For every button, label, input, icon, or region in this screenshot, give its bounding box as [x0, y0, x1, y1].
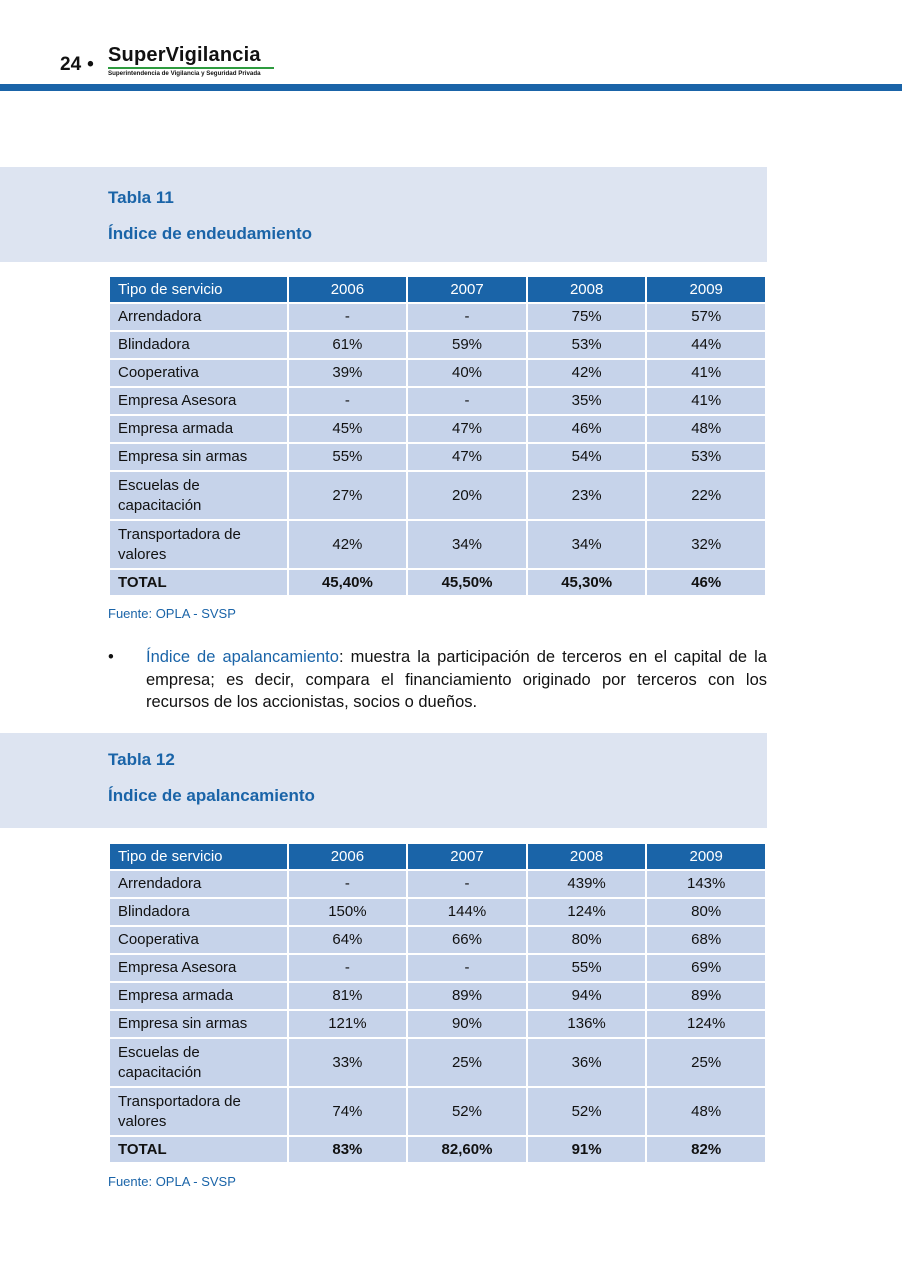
- bullet-term: Índice de apalancamiento: [146, 648, 339, 666]
- table-cell: 47%: [407, 415, 527, 443]
- column-header: 2008: [527, 276, 647, 303]
- table-cell: 80%: [646, 898, 766, 926]
- table-row: [109, 520, 766, 569]
- table-cell: 53%: [646, 443, 766, 471]
- page-header: [0, 0, 902, 92]
- table-cell: 46%: [646, 569, 766, 596]
- logo-underline: [108, 67, 274, 69]
- table11-number: Tabla 11: [108, 188, 174, 207]
- bullet-marker: •: [108, 648, 114, 666]
- table-cell: 124%: [646, 1010, 766, 1038]
- table-cell: -: [407, 870, 527, 898]
- logo-name: SuperVigilancia: [108, 44, 261, 66]
- table12-source: Fuente: OPLA - SVSP: [108, 1174, 236, 1189]
- table-cell: 41%: [646, 387, 766, 415]
- table-cell: 81%: [288, 982, 408, 1010]
- table-cell: 36%: [527, 1038, 647, 1087]
- table-row: [109, 1087, 766, 1136]
- table-row: [109, 331, 766, 359]
- table-cell: 69%: [646, 954, 766, 982]
- table-cell: -: [407, 303, 527, 331]
- header-divider-bar: [0, 84, 902, 91]
- table-row: [109, 926, 766, 954]
- table-cell: -: [288, 954, 408, 982]
- table12: [108, 842, 767, 1164]
- supervigilancia-logo: [108, 44, 274, 77]
- table-cell: 68%: [646, 926, 766, 954]
- row-label: Escuelas de capacitación: [109, 1038, 288, 1087]
- table-cell: 94%: [527, 982, 647, 1010]
- table-cell: 42%: [288, 520, 408, 569]
- table-row: [109, 982, 766, 1010]
- table-cell: 47%: [407, 443, 527, 471]
- table-cell: 121%: [288, 1010, 408, 1038]
- table-cell: 89%: [407, 982, 527, 1010]
- row-label: Empresa Asesora: [109, 954, 288, 982]
- table-row: [109, 1010, 766, 1038]
- column-header: Tipo de servicio: [109, 843, 288, 870]
- table-cell: 83%: [288, 1136, 408, 1163]
- table-cell: 32%: [646, 520, 766, 569]
- row-label: Escuelas de capacitación: [109, 471, 288, 520]
- table-row: [109, 415, 766, 443]
- logo-subtitle: Superintendencia de Vigilancia y Seguridad Privada: [108, 70, 261, 77]
- row-label: TOTAL: [109, 1136, 288, 1163]
- table11-header-row: [109, 276, 766, 303]
- table-cell: 150%: [288, 898, 408, 926]
- table-cell: 34%: [407, 520, 527, 569]
- table-cell: 82,60%: [407, 1136, 527, 1163]
- table-cell: 144%: [407, 898, 527, 926]
- table-row: [109, 898, 766, 926]
- page-number: 24 •: [60, 54, 94, 75]
- table-cell: 54%: [527, 443, 647, 471]
- table-cell: 44%: [646, 331, 766, 359]
- table-cell: 66%: [407, 926, 527, 954]
- table-cell: 20%: [407, 471, 527, 520]
- row-label: Empresa armada: [109, 982, 288, 1010]
- table-cell: 143%: [646, 870, 766, 898]
- table-cell: 48%: [646, 415, 766, 443]
- row-label: Arrendadora: [109, 303, 288, 331]
- table-cell: 45,50%: [407, 569, 527, 596]
- row-label: Empresa armada: [109, 415, 288, 443]
- table-cell: 75%: [527, 303, 647, 331]
- table-cell: -: [288, 870, 408, 898]
- bullet-body: : muestra la participación de terceros en el capital de la empresa; es decir, compara el financiamiento originado por terceros con los recursos de los accionistas, socios o dueños.: [146, 648, 767, 711]
- table12-header-row: [109, 843, 766, 870]
- table-cell: -: [288, 303, 408, 331]
- row-label: Blindadora: [109, 331, 288, 359]
- table11: [108, 275, 767, 597]
- row-label: Empresa sin armas: [109, 443, 288, 471]
- row-label: Empresa sin armas: [109, 1010, 288, 1038]
- table-cell: 48%: [646, 1087, 766, 1136]
- table-cell: 45,40%: [288, 569, 408, 596]
- row-label: Arrendadora: [109, 870, 288, 898]
- table-cell: 46%: [527, 415, 647, 443]
- table-cell: 22%: [646, 471, 766, 520]
- table-row: [109, 1038, 766, 1087]
- table-cell: 35%: [527, 387, 647, 415]
- table-cell: 40%: [407, 359, 527, 387]
- row-label: Cooperativa: [109, 359, 288, 387]
- table-cell: 439%: [527, 870, 647, 898]
- table-cell: 45%: [288, 415, 408, 443]
- table-total-row: [109, 1136, 766, 1163]
- table-cell: 80%: [527, 926, 647, 954]
- column-header: 2007: [407, 843, 527, 870]
- table-cell: 124%: [527, 898, 647, 926]
- table-cell: 34%: [527, 520, 647, 569]
- bullet-text: [146, 646, 767, 714]
- table-cell: 64%: [288, 926, 408, 954]
- column-header: 2007: [407, 276, 527, 303]
- table-cell: 52%: [527, 1087, 647, 1136]
- table-cell: 74%: [288, 1087, 408, 1136]
- column-header: 2009: [646, 276, 766, 303]
- table-cell: 52%: [407, 1087, 527, 1136]
- row-label: Empresa Asesora: [109, 387, 288, 415]
- column-header: 2006: [288, 276, 408, 303]
- table11-source: Fuente: OPLA - SVSP: [108, 606, 236, 621]
- column-header: 2009: [646, 843, 766, 870]
- column-header: 2006: [288, 843, 408, 870]
- table-total-row: [109, 569, 766, 596]
- table-cell: 42%: [527, 359, 647, 387]
- row-label: Transportadora de valores: [109, 1087, 288, 1136]
- table12-heading-band: [0, 733, 767, 828]
- bullet-paragraph: [108, 646, 767, 714]
- row-label: Blindadora: [109, 898, 288, 926]
- table-cell: 27%: [288, 471, 408, 520]
- table-cell: 57%: [646, 303, 766, 331]
- table11-heading-band: [0, 167, 767, 262]
- table-cell: 91%: [527, 1136, 647, 1163]
- table-row: [109, 954, 766, 982]
- table12-number: Tabla 12: [108, 750, 175, 769]
- table-cell: -: [288, 387, 408, 415]
- table-cell: 25%: [646, 1038, 766, 1087]
- table-cell: 41%: [646, 359, 766, 387]
- table-cell: 89%: [646, 982, 766, 1010]
- column-header: Tipo de servicio: [109, 276, 288, 303]
- table-row: [109, 443, 766, 471]
- table-cell: 45,30%: [527, 569, 647, 596]
- table-cell: 39%: [288, 359, 408, 387]
- column-header: 2008: [527, 843, 647, 870]
- table-cell: 136%: [527, 1010, 647, 1038]
- table-row: [109, 359, 766, 387]
- table-cell: -: [407, 954, 527, 982]
- table-cell: 25%: [407, 1038, 527, 1087]
- table-row: [109, 387, 766, 415]
- table-cell: 59%: [407, 331, 527, 359]
- table11-title: Índice de endeudamiento: [108, 224, 313, 243]
- row-label: TOTAL: [109, 569, 288, 596]
- table-cell: 55%: [527, 954, 647, 982]
- table-cell: 61%: [288, 331, 408, 359]
- table-row: [109, 471, 766, 520]
- table-cell: 55%: [288, 443, 408, 471]
- table-cell: 53%: [527, 331, 647, 359]
- table-cell: 82%: [646, 1136, 766, 1163]
- table-row: [109, 870, 766, 898]
- table-cell: 23%: [527, 471, 647, 520]
- row-label: Cooperativa: [109, 926, 288, 954]
- table12-title: Índice de apalancamiento: [108, 786, 315, 805]
- row-label: Transportadora de valores: [109, 520, 288, 569]
- table-row: [109, 303, 766, 331]
- table-cell: 33%: [288, 1038, 408, 1087]
- table-cell: 90%: [407, 1010, 527, 1038]
- table-cell: -: [407, 387, 527, 415]
